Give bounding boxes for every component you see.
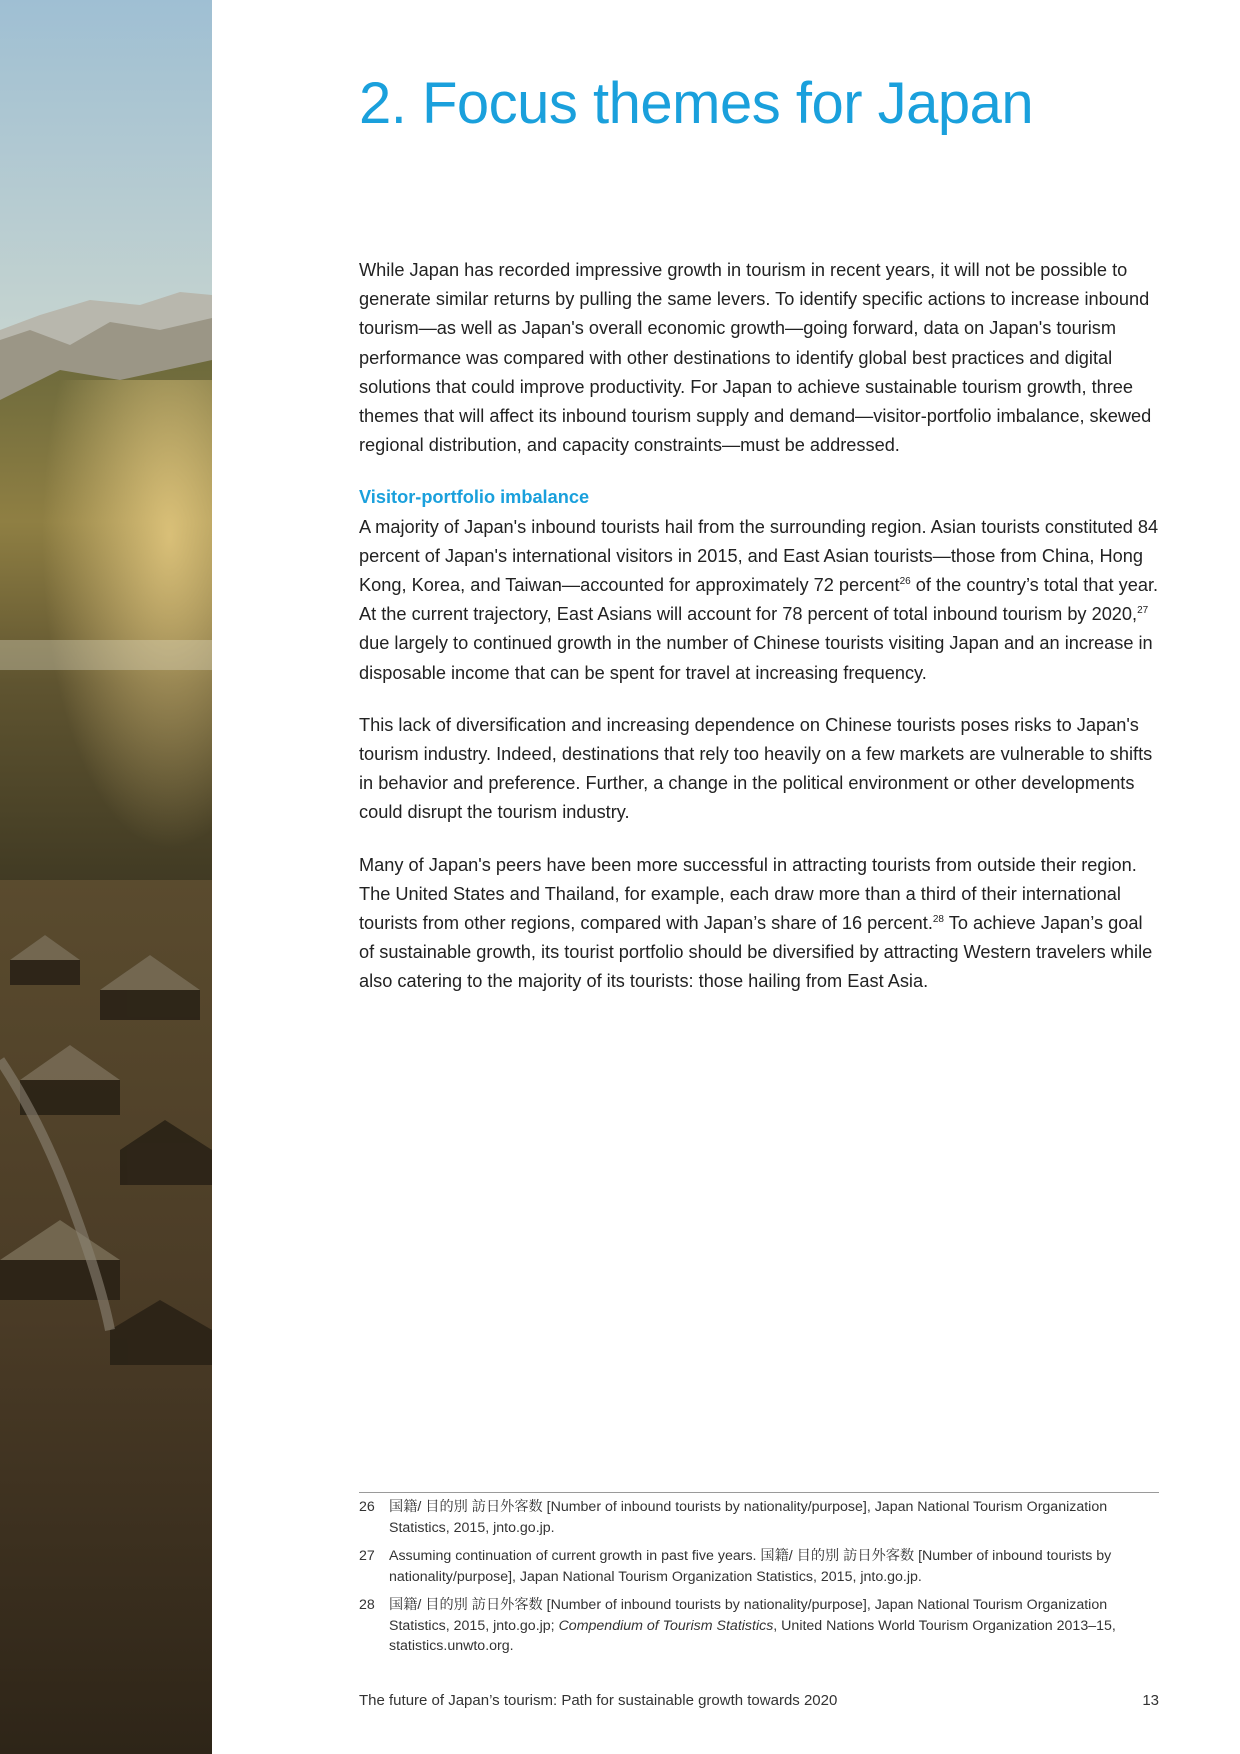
paragraph-1-text-a: A majority of Japan's inbound tourists hail from the surrounding region. Asian tourists constituted 84 percent of Japan's international visitors in 2015, and East Asian tourists—those from China, Hong Kong, Korea, and Taiwan—accounted for approximately 72 percent	[359, 516, 1159, 596]
footnote-text-b: , United Nations World Tourism Organization 2013–15, statistics.unwto.org.	[389, 1617, 1116, 1654]
body-text	[359, 256, 1159, 1020]
paragraph-1	[359, 513, 1159, 688]
footnote-divider	[359, 1492, 1159, 1493]
page-title: 2. Focus themes for Japan	[359, 71, 1034, 136]
paragraph-3-text-b: To achieve Japan’s goal of sustainable growth, its tourist portfolio should be diversified by attracting Western travelers while also catering to the majority of its tourists: those hailing from East Asia.	[359, 913, 1153, 992]
footnotes	[359, 1497, 1159, 1665]
footnote-number: 28	[359, 1597, 375, 1613]
paragraph-1-text-b: of the country’s total that year. At the current trajectory, East Asians will account for 78 percent of total inbound tourism by 2020,	[359, 575, 1159, 625]
footnote-text: 国籍/ 目的別 訪日外客数 [Number of inbound tourists by nationality/purpose], Japan National Tourism Organization Statistics, 2015, jnto.go.jp.	[389, 1499, 1108, 1536]
footnote-ref-26[interactable]: 26	[899, 575, 911, 587]
section-heading: Visitor-portfolio imbalance	[359, 487, 590, 508]
footnote-number: 26	[359, 1499, 375, 1515]
page-number: 13	[1142, 1692, 1159, 1709]
paragraph-2: This lack of diversification and increasing dependence on Chinese tourists poses risks to Japan's tourism industry. Indeed, destinations that rely too heavily on a few markets are vulnerable to shifts in behavior and preference. Further, a change in the political environment or other developments could disrupt the tourism industry.	[359, 714, 1153, 823]
footnote-text: Assuming continuation of current growth in past five years. 国籍/ 目的別 訪日外客数 [Number of inbound tourists by nationality/purpose], Japan National Tourism Organization Statistics, 2015, jnto.go.jp.	[389, 1548, 1112, 1585]
paragraph-3	[359, 851, 1159, 997]
footnote-text-a: 国籍/ 目的別 訪日外客数 [Number of inbound tourists by nationality/purpose], Japan National Tourism Organization Statistics, 2015, jnto.go.jp;	[389, 1597, 1108, 1634]
footnote-ref-27[interactable]: 27	[1137, 605, 1149, 617]
footnote-text	[389, 1595, 1159, 1657]
mountain-village-photo	[0, 0, 212, 1754]
intro-paragraph: While Japan has recorded impressive growth in tourism in recent years, it will not be possible to generate similar returns by pulling the same levers. To identify specific actions to increase inbound tourism—as well as Japan's overall economic growth—going forward, data on Japan's tourism performance was compared with other destinations to identify global best practices and digital solutions that could improve productivity. For Japan to achieve sustainable tourism growth, three themes that will affect its inbound tourism supply and demand—visitor-portfolio imbalance, skewed regional distribution, and capacity constraints—must be addressed.	[359, 260, 1152, 456]
paragraph-1-text-c: due largely to continued growth in the number of Chinese tourists visiting Japan and an increase in disposable income that can be spent for travel at increasing frequency.	[359, 633, 1153, 683]
footnote-italic-title: Compendium of Tourism Statistics	[558, 1617, 774, 1634]
footnote-27	[359, 1546, 1159, 1587]
footnote-28	[359, 1595, 1159, 1657]
footnote-26	[359, 1497, 1159, 1538]
footnote-ref-28[interactable]: 28	[932, 914, 944, 925]
footnote-number: 27	[359, 1548, 375, 1564]
footer-title: The future of Japan’s tourism: Path for sustainable growth towards 2020	[359, 1692, 838, 1709]
paragraph-3-text-a: Many of Japan's peers have been more successful in attracting tourists from outside their region. The United States and Thailand, for example, each draw more than a third of their international tourists from other regions, compared with Japan’s share of 16 percent.	[359, 854, 1137, 934]
